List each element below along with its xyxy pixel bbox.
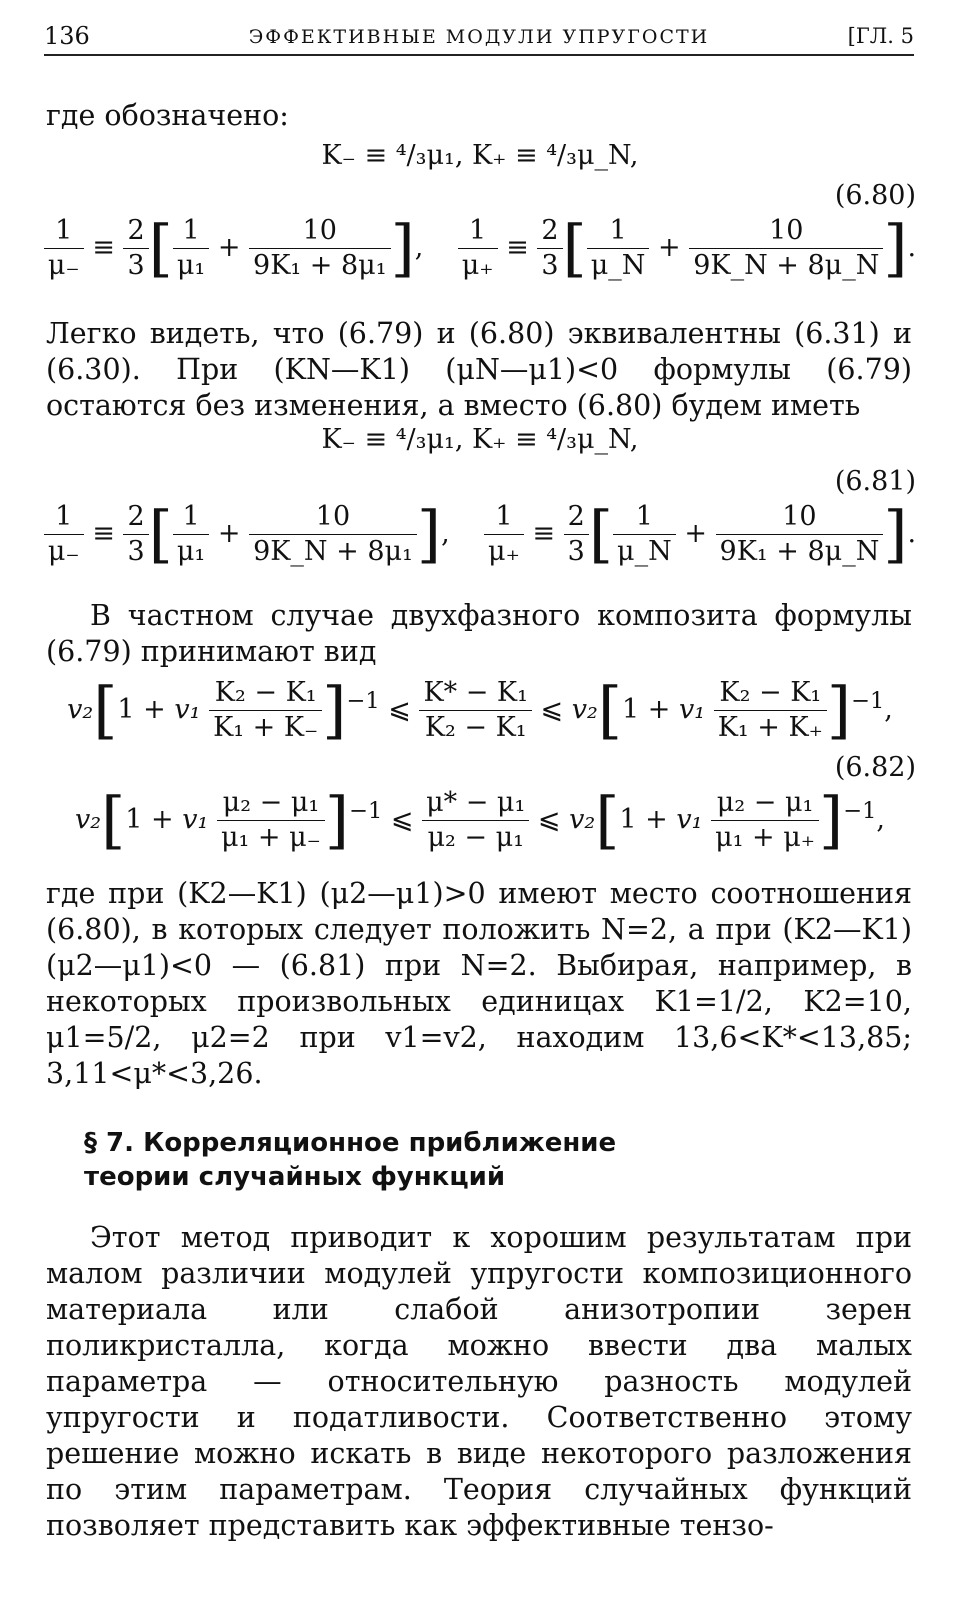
running-title: ЭФФЕКТИВНЫЕ МОДУЛИ УПРУГОСТИ	[248, 26, 710, 48]
equation-6-82-bulk: v₂[1 + v₁ $\frac{\text{K₂ − K₁}}{\text{K₁ + K₋}}$ ]$^{-1}$ ⩽ $\frac{\text{K* − K₁}}{\text{K₂ − K₁}}$ ⩽ v₂[1 + v₁ $\frac{\text{K₂ − K₁}}{\text{K₁ + K₊}}$ ]$^{-1}$,	[67, 673, 893, 747]
chapter-label: [ГЛ. 5	[847, 24, 914, 48]
paragraph-equivalence: Легко видеть, что (6.79) и (6.80) эквивалентны (6.31) и (6.30). При (KN—K1) (μN—μ1)<0 формулы (6.79) остаются без изменения, а вместо (6.80) будем иметь	[46, 317, 912, 422]
equation-6-81-definitions: K₋ ≡ ⁴/₃μ₁, K₊ ≡ ⁴/₃μ_N,	[321, 424, 639, 455]
fraction: $\frac{1}{\mu_-}$	[44, 214, 84, 283]
equation-6-80-definitions: K₋ ≡ ⁴/₃μ₁, K₊ ≡ ⁴/₃μ_N,	[321, 140, 639, 171]
section-heading	[84, 1126, 784, 1194]
equation-label-6-80: (6.80)	[834, 180, 916, 211]
paragraph-two-phase: В частном случае двухфазного композита формулы (6.79) принимают вид	[46, 599, 912, 668]
equation-6-80-formula: $\frac{1}{\mu_-}$ ≡ $\frac{2}{3}$ [ $\frac{1}{\text{μ₁}}$ + $\frac{10}{\text{9K₁ + 8μ₁}}$ ], $\frac{1}{\mu_+}$ ≡ $\frac{2}{3}$ [ $\frac{1}{\mu\_N}$ + $\frac{10}{9K\_N + 8\mu\_N}$ ].	[40, 214, 920, 283]
equation-6-82-shear: v₂[1 + v₁ $\frac{\text{μ₂ − μ₁}}{\text{μ₁ + μ₋}}$ ]$^{-1}$ ⩽ $\frac{\text{μ* − μ₁}}{\text{μ₂ − μ₁}}$ ⩽ v₂[1 + v₁ $\frac{\text{μ₂ − μ₁}}{\text{μ₁ + μ₊}}$ ]$^{-1}$,	[75, 783, 885, 857]
paragraph-intro: где обозначено:	[46, 99, 289, 132]
running-header	[44, 18, 914, 56]
section-heading-line-1: § 7. Корреляционное приближение	[84, 1128, 617, 1158]
paragraph-conditions: где при (K2—K1) (μ2—μ1)>0 имеют место соотношения (6.80), в которых следует положить N=2, а при (K2—K1) (μ2—μ1)<0 — (6.81) при N=2. Выбирая, например, в некоторых произвольных единицах K1=1/2, K2=10, μ1=5/2, μ2=2 при v1=v2, находим 13,6<K*<13,85; 3,11<μ*<3,26.	[46, 877, 912, 1090]
section-heading-line-2: теории случайных функций	[84, 1162, 506, 1192]
page-number: 136	[44, 22, 90, 50]
equation-label-6-82: (6.82)	[834, 752, 916, 783]
equation-label-6-81: (6.81)	[834, 466, 916, 497]
paragraph-method: Этот метод приводит к хорошим результатам при малом различии модулей упругости композиционного материала или слабой анизотропии зерен поликристалла, когда можно ввести два малых параметра — относительную разность модулей упругости и податливости. Соответственно этому решение можно искать в виде некоторого разложения по этим параметрам. Теория случайных функций позволяет представить как эффективные тензо-	[46, 1221, 912, 1542]
equation-6-81-formula: $\frac{1}{\mu_-}$ ≡ $\frac{2}{3}$ [ $\frac{1}{\text{μ₁}}$ + $\frac{10}{\text{9K\_N + 8μ₁}}$ ], $\frac{1}{\mu_+}$ ≡ $\frac{2}{3}$ [ $\frac{1}{\mu\_N}$ + $\frac{10}{\text{9K₁ + 8μ\_N}}$ ].	[40, 500, 920, 569]
